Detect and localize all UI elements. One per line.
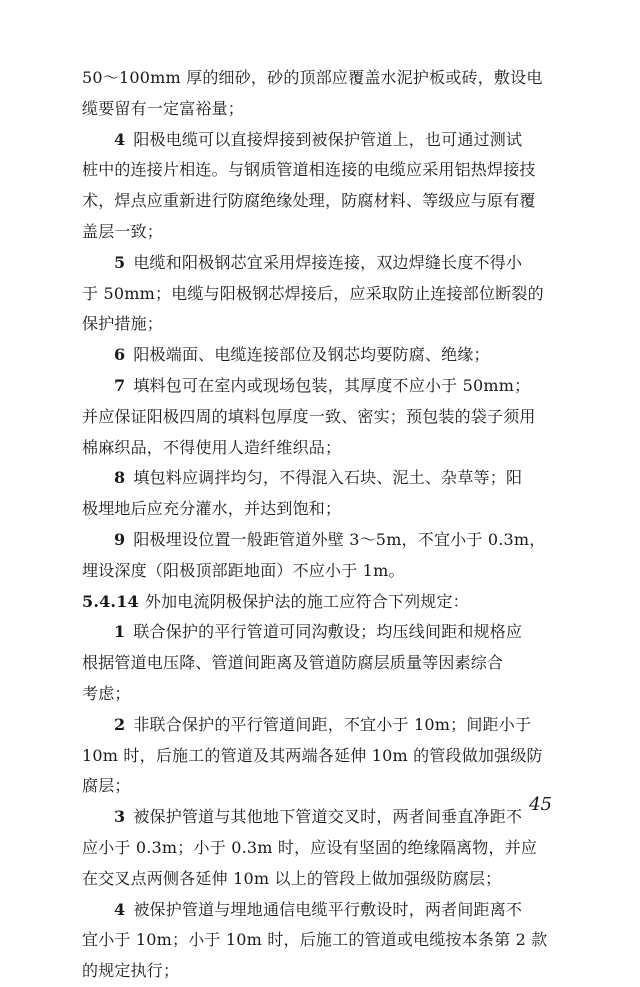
item-number: 3 — [114, 807, 126, 827]
line-text: 极埋地后应充分灌水，并达到饱和； — [82, 499, 342, 519]
line-text: 在交叉点两侧各延伸 10m 以上的管段上做加强级防腐层； — [82, 868, 502, 888]
line-text: 考虑； — [82, 683, 131, 703]
text-line — [82, 802, 554, 833]
text-line — [82, 186, 554, 217]
line-text: 埋设深度（阳极顶部距地面）不应小于 1m。 — [82, 560, 405, 580]
line-text: 应小于 0.3m；小于 0.3m 时，应设有坚固的绝缘隔离物，并应 — [82, 837, 538, 857]
text-line — [82, 125, 554, 156]
text-line — [82, 279, 554, 310]
text-line — [82, 771, 554, 802]
line-text: 被保护管道与其他地下管道交叉时，两者间垂直净距不 — [133, 807, 523, 827]
line-text: 盖层一致； — [82, 221, 164, 241]
line-text: 联合保护的平行管道可同沟敷设；均压线间距和规格应 — [133, 622, 523, 642]
clause-number: 5.4.14 — [82, 591, 139, 611]
line-text: 阳极端面、电缆连接部位及钢芯均要防腐、绝缘； — [133, 345, 490, 365]
line-text: 于 50mm；电缆与阳极钢芯焊接后，应采取防止连接部位断裂的 — [82, 283, 544, 303]
text-line — [82, 741, 554, 772]
page-number: 45 — [529, 794, 552, 815]
item-number: 7 — [114, 375, 126, 395]
text-line — [82, 217, 554, 248]
line-text: 填料包可在室内或现场包装，其厚度不应小于 50mm； — [133, 375, 531, 395]
line-text: 外加电流阴极保护法的施工应符合下列规定： — [144, 591, 469, 611]
text-line — [82, 956, 554, 987]
text-line — [82, 648, 554, 679]
item-number: 6 — [114, 345, 126, 365]
text-line — [82, 525, 554, 556]
text-line — [82, 340, 554, 371]
text-line — [82, 155, 554, 186]
text-line — [82, 679, 554, 710]
text-line — [82, 587, 554, 618]
text-line — [82, 617, 554, 648]
item-number: 2 — [114, 714, 126, 734]
line-text: 腐层； — [82, 776, 131, 796]
line-text: 电缆和阳极钢芯宜采用焊接连接，双边焊缝长度不得小 — [133, 252, 523, 272]
line-text: 棉麻织品，不得使用人造纤维织品； — [82, 437, 342, 457]
line-text: 填包料应调拌均匀，不得混入石块、泥土、杂草等；阳 — [133, 468, 523, 488]
item-number: 1 — [114, 622, 126, 642]
line-text: 桩中的连接片相连。与钢质管道相连接的电缆应采用铝热焊接技 — [82, 160, 536, 180]
text-line — [82, 371, 554, 402]
text-line — [82, 309, 554, 340]
item-number: 4 — [114, 899, 126, 919]
line-text: 50～100mm 厚的细砂，砂的顶部应覆盖水泥护板或砖，敷设电 — [82, 68, 543, 87]
item-number: 5 — [114, 252, 126, 272]
line-text: 宜小于 10m；小于 10m 时，后施工的管道或电缆按本条第 2 款 — [82, 930, 548, 950]
item-number: 9 — [114, 529, 126, 549]
text-line — [82, 94, 554, 125]
line-text: 并应保证阳极四周的填料包厚度一致、密实；预包装的袋子须用 — [82, 406, 536, 426]
item-number: 4 — [114, 129, 126, 149]
line-text: 缆要留有一定富裕量； — [82, 98, 245, 118]
body-text — [82, 63, 554, 987]
text-line — [82, 63, 554, 94]
text-line — [82, 433, 554, 464]
item-number: 8 — [114, 468, 126, 488]
line-text: 被保护管道与埋地通信电缆平行敷设时，两者间距离不 — [133, 899, 523, 919]
line-text: 非联合保护的平行管道间距，不宜小于 10m；间距小于 — [133, 714, 532, 734]
text-line — [82, 833, 554, 864]
line-text: 的规定执行； — [82, 961, 180, 981]
line-text: 术，焊点应重新进行防腐绝缘处理，防腐材料、等级应与原有覆 — [82, 191, 536, 211]
text-line — [82, 710, 554, 741]
line-text: 10m 时，后施工的管道及其两端各延伸 10m 的管段做加强级防 — [82, 745, 543, 765]
text-line — [82, 925, 554, 956]
text-line — [82, 864, 554, 895]
line-text: 阳极电缆可以直接焊接到被保护管道上，也可通过测试 — [133, 129, 523, 149]
text-line — [82, 895, 554, 926]
line-text: 保护措施； — [82, 314, 164, 334]
line-text: 阳极埋设位置一般距管道外壁 3～5m，不宜小于 0.3m， — [133, 529, 546, 549]
text-line — [82, 556, 554, 587]
text-line — [82, 463, 554, 494]
text-line — [82, 494, 554, 525]
text-line — [82, 248, 554, 279]
line-text: 根据管道电压降、管道间距离及管道防腐层质量等因素综合 — [82, 653, 504, 673]
text-line — [82, 402, 554, 433]
